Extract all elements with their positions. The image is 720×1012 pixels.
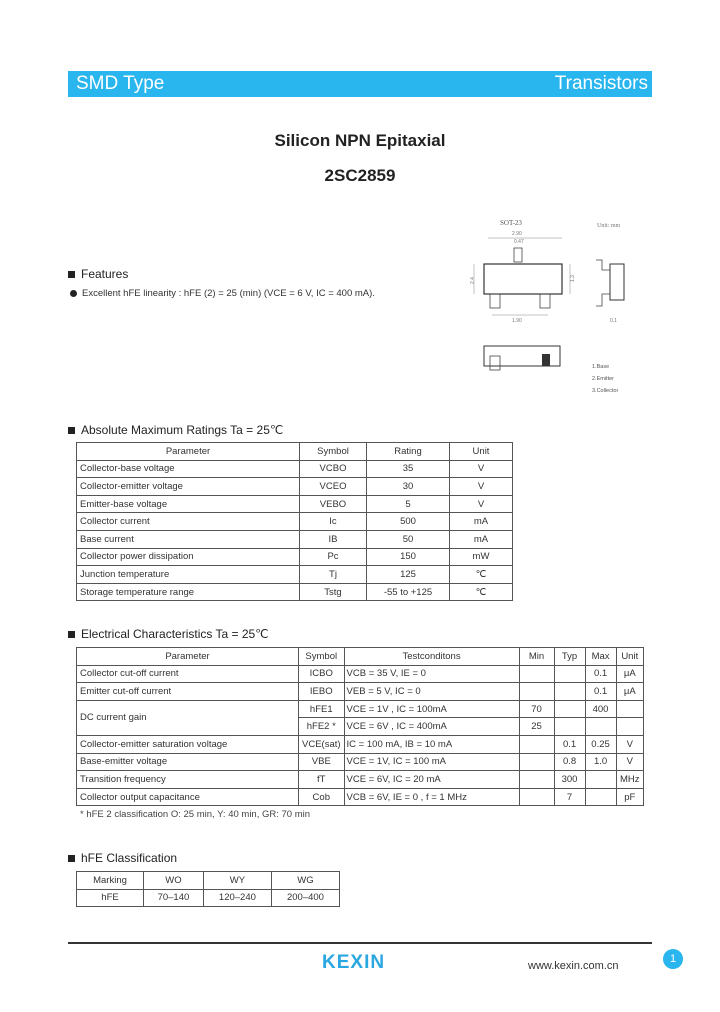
table-row (77, 788, 644, 806)
header-right-text: Transistors (554, 73, 648, 94)
table-row (77, 566, 513, 584)
table-cell: V (450, 460, 513, 478)
table-cell: IEBO (299, 683, 345, 701)
table-cell: μA (616, 665, 643, 683)
table-cell: Junction temperature (77, 566, 300, 584)
table-cell: 70 (519, 700, 554, 718)
table-row (77, 753, 644, 771)
pin-1-label: 1.Base (592, 364, 610, 370)
elec-heading: Electrical Characteristics Ta = 25℃ (68, 627, 269, 641)
unit-label: Unit: mm (597, 223, 621, 229)
table-cell: Storage temperature range (77, 583, 300, 601)
table-cell: VCB = 6V, IE = 0 , f = 1 MHz (344, 788, 519, 806)
table-cell: IB (300, 530, 367, 548)
pin-1-lead (490, 294, 500, 308)
table-cell: mA (450, 530, 513, 548)
table-cell: Collector output capacitance (77, 788, 299, 806)
table-row (77, 700, 644, 718)
header-banner (68, 71, 652, 97)
table-cell: hFE1 (299, 700, 345, 718)
table-cell: V (450, 478, 513, 496)
hfe-classification-note: * hFE 2 classification O: 25 min, Y: 40 min, GR: 70 min (80, 809, 311, 820)
table-cell (519, 665, 554, 683)
table-cell (585, 771, 616, 789)
table-cell: Tj (300, 566, 367, 584)
table-cell: WG (271, 872, 339, 890)
table-cell: Cob (299, 788, 345, 806)
hfe-class-table (76, 871, 340, 907)
table-cell (519, 788, 554, 806)
table-row (77, 495, 513, 513)
features-heading: Features (68, 267, 128, 281)
table-cell: VCE = 1V, IC = 100 mA (344, 753, 519, 771)
header-left-text: SMD Type (76, 73, 165, 94)
table-cell: ℃ (450, 566, 513, 584)
table-cell: 35 (367, 460, 450, 478)
table-cell: Emitter cut-off current (77, 683, 299, 701)
svg-text:1.90: 1.90 (512, 318, 522, 324)
table-cell: Base current (77, 530, 300, 548)
table-cell (554, 683, 585, 701)
table-cell (519, 771, 554, 789)
table-cell: Transition frequency (77, 771, 299, 789)
table-cell: 0.1 (585, 683, 616, 701)
table-cell: Collector power dissipation (77, 548, 300, 566)
table-cell (554, 700, 585, 718)
table-cell: VEBO (300, 495, 367, 513)
table-cell: Ic (300, 513, 367, 531)
package-body-top (484, 264, 562, 294)
table-cell: WO (144, 872, 204, 890)
table-cell: 50 (367, 530, 450, 548)
table-cell: Collector cut-off current (77, 665, 299, 683)
elec-table: Parameter Symbol Testconditons Min Typ Max Unit Collector cut-off current ICBO VCB = 35 V, IE = 0 0.1 μA Emitter cut-off current IEBO VEB = 5 V, IC = 0 0.1 μA DC current gain hFE1 VCE = 1V , IC = 100mA 70 400 hFE2 * VCE = 6V , IC = 400mA 25 Collector-emitter saturation voltage VCE(sat) IC = 100 mA, IB = 10 mA 0.1 0.25 V Base-emitter voltage VBE VCE = 1V, IC = 100 mA 0.8 1.0 V Transition frequency fT VCE = 6V, IC = 20 mA 300 MHz Collector output capacitance Cob VCB = 6V, IE = 0 , f = 1 MHz 7 pF (76, 647, 644, 806)
table-cell: VCE = 6V, IC = 20 mA (344, 771, 519, 789)
pin-3-label: 3.Collector (592, 388, 619, 394)
part-number: 2SC2859 (324, 166, 396, 185)
table-cell: 7 (554, 788, 585, 806)
table-cell: ICBO (299, 665, 345, 683)
package-name-label: SOT-23 (500, 219, 522, 227)
table-row (77, 683, 644, 701)
table-cell: V (450, 495, 513, 513)
table-row (77, 665, 644, 683)
table-cell (519, 753, 554, 771)
svg-text:0.1: 0.1 (610, 318, 617, 324)
table-cell: 150 (367, 548, 450, 566)
table-cell: 0.8 (554, 753, 585, 771)
feature-item: Excellent hFE linearity : hFE (2) = 25 (min) (VCE = 6 V, IC = 400 mA). (70, 288, 375, 299)
table-cell: 5 (367, 495, 450, 513)
table-cell: 120–240 (203, 889, 271, 907)
table-row (77, 583, 513, 601)
table-cell: V (616, 753, 643, 771)
table-cell: fT (299, 771, 345, 789)
table-cell: VCE(sat) (299, 735, 345, 753)
footer-rule (68, 942, 652, 944)
table-cell: 125 (367, 566, 450, 584)
pin-3-lead (514, 248, 522, 262)
square-bullet-icon (68, 855, 75, 862)
table-cell (554, 718, 585, 736)
table-row (77, 771, 644, 789)
table-cell: 0.1 (585, 665, 616, 683)
table-cell: VCE = 1V , IC = 100mA (344, 700, 519, 718)
table-cell: 1.0 (585, 753, 616, 771)
package-outline-diagram (462, 212, 662, 402)
abs-max-table: Parameter Symbol Rating Unit Collector-base voltage VCBO 35 V Collector-emitter voltage VCEO 30 V Emitter-base voltage VEBO 5 V Collector current Ic 500 mA Base current IB 50 mA Collector power dissipation Pc 150 mW Junction temperature Tj 125 ℃ Storage temperature range Tstg -55 to +125 ℃ (76, 442, 513, 601)
table-cell: VCBO (300, 460, 367, 478)
package-body-side (610, 264, 624, 300)
table-cell: 500 (367, 513, 450, 531)
table-cell: -55 to +125 (367, 583, 450, 601)
table-cell: DC current gain (77, 700, 299, 735)
table-cell: 0.1 (554, 735, 585, 753)
table-cell: Tstg (300, 583, 367, 601)
website-link[interactable]: www.kexin.com.cn (528, 960, 619, 972)
table-row (77, 513, 513, 531)
abs-max-heading: Absolute Maximum Ratings Ta = 25℃ (68, 423, 283, 437)
table-cell: WY (203, 872, 271, 890)
svg-text:2.4: 2.4 (470, 277, 476, 284)
pin-2-lead (540, 294, 550, 308)
table-cell: μA (616, 683, 643, 701)
table-cell: 70–140 (144, 889, 204, 907)
table-cell: pF (616, 788, 643, 806)
table-cell: VCB = 35 V, IE = 0 (344, 665, 519, 683)
table-cell (585, 788, 616, 806)
square-bullet-icon (68, 271, 75, 278)
svg-text:1.3: 1.3 (570, 275, 576, 282)
table-row (77, 735, 644, 753)
table-row (77, 460, 513, 478)
bullet-icon (70, 290, 77, 297)
table-cell: mW (450, 548, 513, 566)
pin-marker (542, 354, 550, 366)
table-cell: VCE = 6V , IC = 400mA (344, 718, 519, 736)
dim-label: 0.47 (514, 239, 524, 245)
table-cell (616, 718, 643, 736)
table-cell (616, 700, 643, 718)
table-cell: Pc (300, 548, 367, 566)
table-cell: 300 (554, 771, 585, 789)
table-cell: Collector current (77, 513, 300, 531)
table-cell (519, 683, 554, 701)
table-cell (585, 718, 616, 736)
pin-2-label: 2.Emitter (592, 376, 615, 382)
table-cell: IC = 100 mA, IB = 10 mA (344, 735, 519, 753)
hfe-class-heading: hFE Classification (68, 851, 177, 865)
table-cell: mA (450, 513, 513, 531)
table-cell: 0.25 (585, 735, 616, 753)
kexin-logo: KEXIN (322, 952, 386, 973)
page-number: 1 (663, 949, 683, 969)
page-title: Silicon NPN Epitaxial (274, 131, 446, 150)
table-cell (554, 665, 585, 683)
table-cell: VCEO (300, 478, 367, 496)
table-cell: Emitter-base voltage (77, 495, 300, 513)
table-cell: Collector-emitter saturation voltage (77, 735, 299, 753)
table-cell: 30 (367, 478, 450, 496)
square-bullet-icon (68, 631, 75, 638)
table-cell: hFE (77, 889, 144, 907)
table-cell: Collector-base voltage (77, 460, 300, 478)
table-cell: Base-emitter voltage (77, 753, 299, 771)
table-cell: V (616, 735, 643, 753)
table-row (77, 548, 513, 566)
table-cell: 400 (585, 700, 616, 718)
table-cell: 25 (519, 718, 554, 736)
table-cell: ℃ (450, 583, 513, 601)
table-cell: VEB = 5 V, IC = 0 (344, 683, 519, 701)
table-cell: VBE (299, 753, 345, 771)
table-cell: hFE2 * (299, 718, 345, 736)
dim-label: 2.90 (512, 231, 522, 237)
table-row (77, 530, 513, 548)
table-cell: Marking (77, 872, 144, 890)
table-cell: Collector-emitter voltage (77, 478, 300, 496)
table-cell: MHz (616, 771, 643, 789)
table-cell (519, 735, 554, 753)
table-cell: 200–400 (271, 889, 339, 907)
table-row (77, 478, 513, 496)
square-bullet-icon (68, 427, 75, 434)
